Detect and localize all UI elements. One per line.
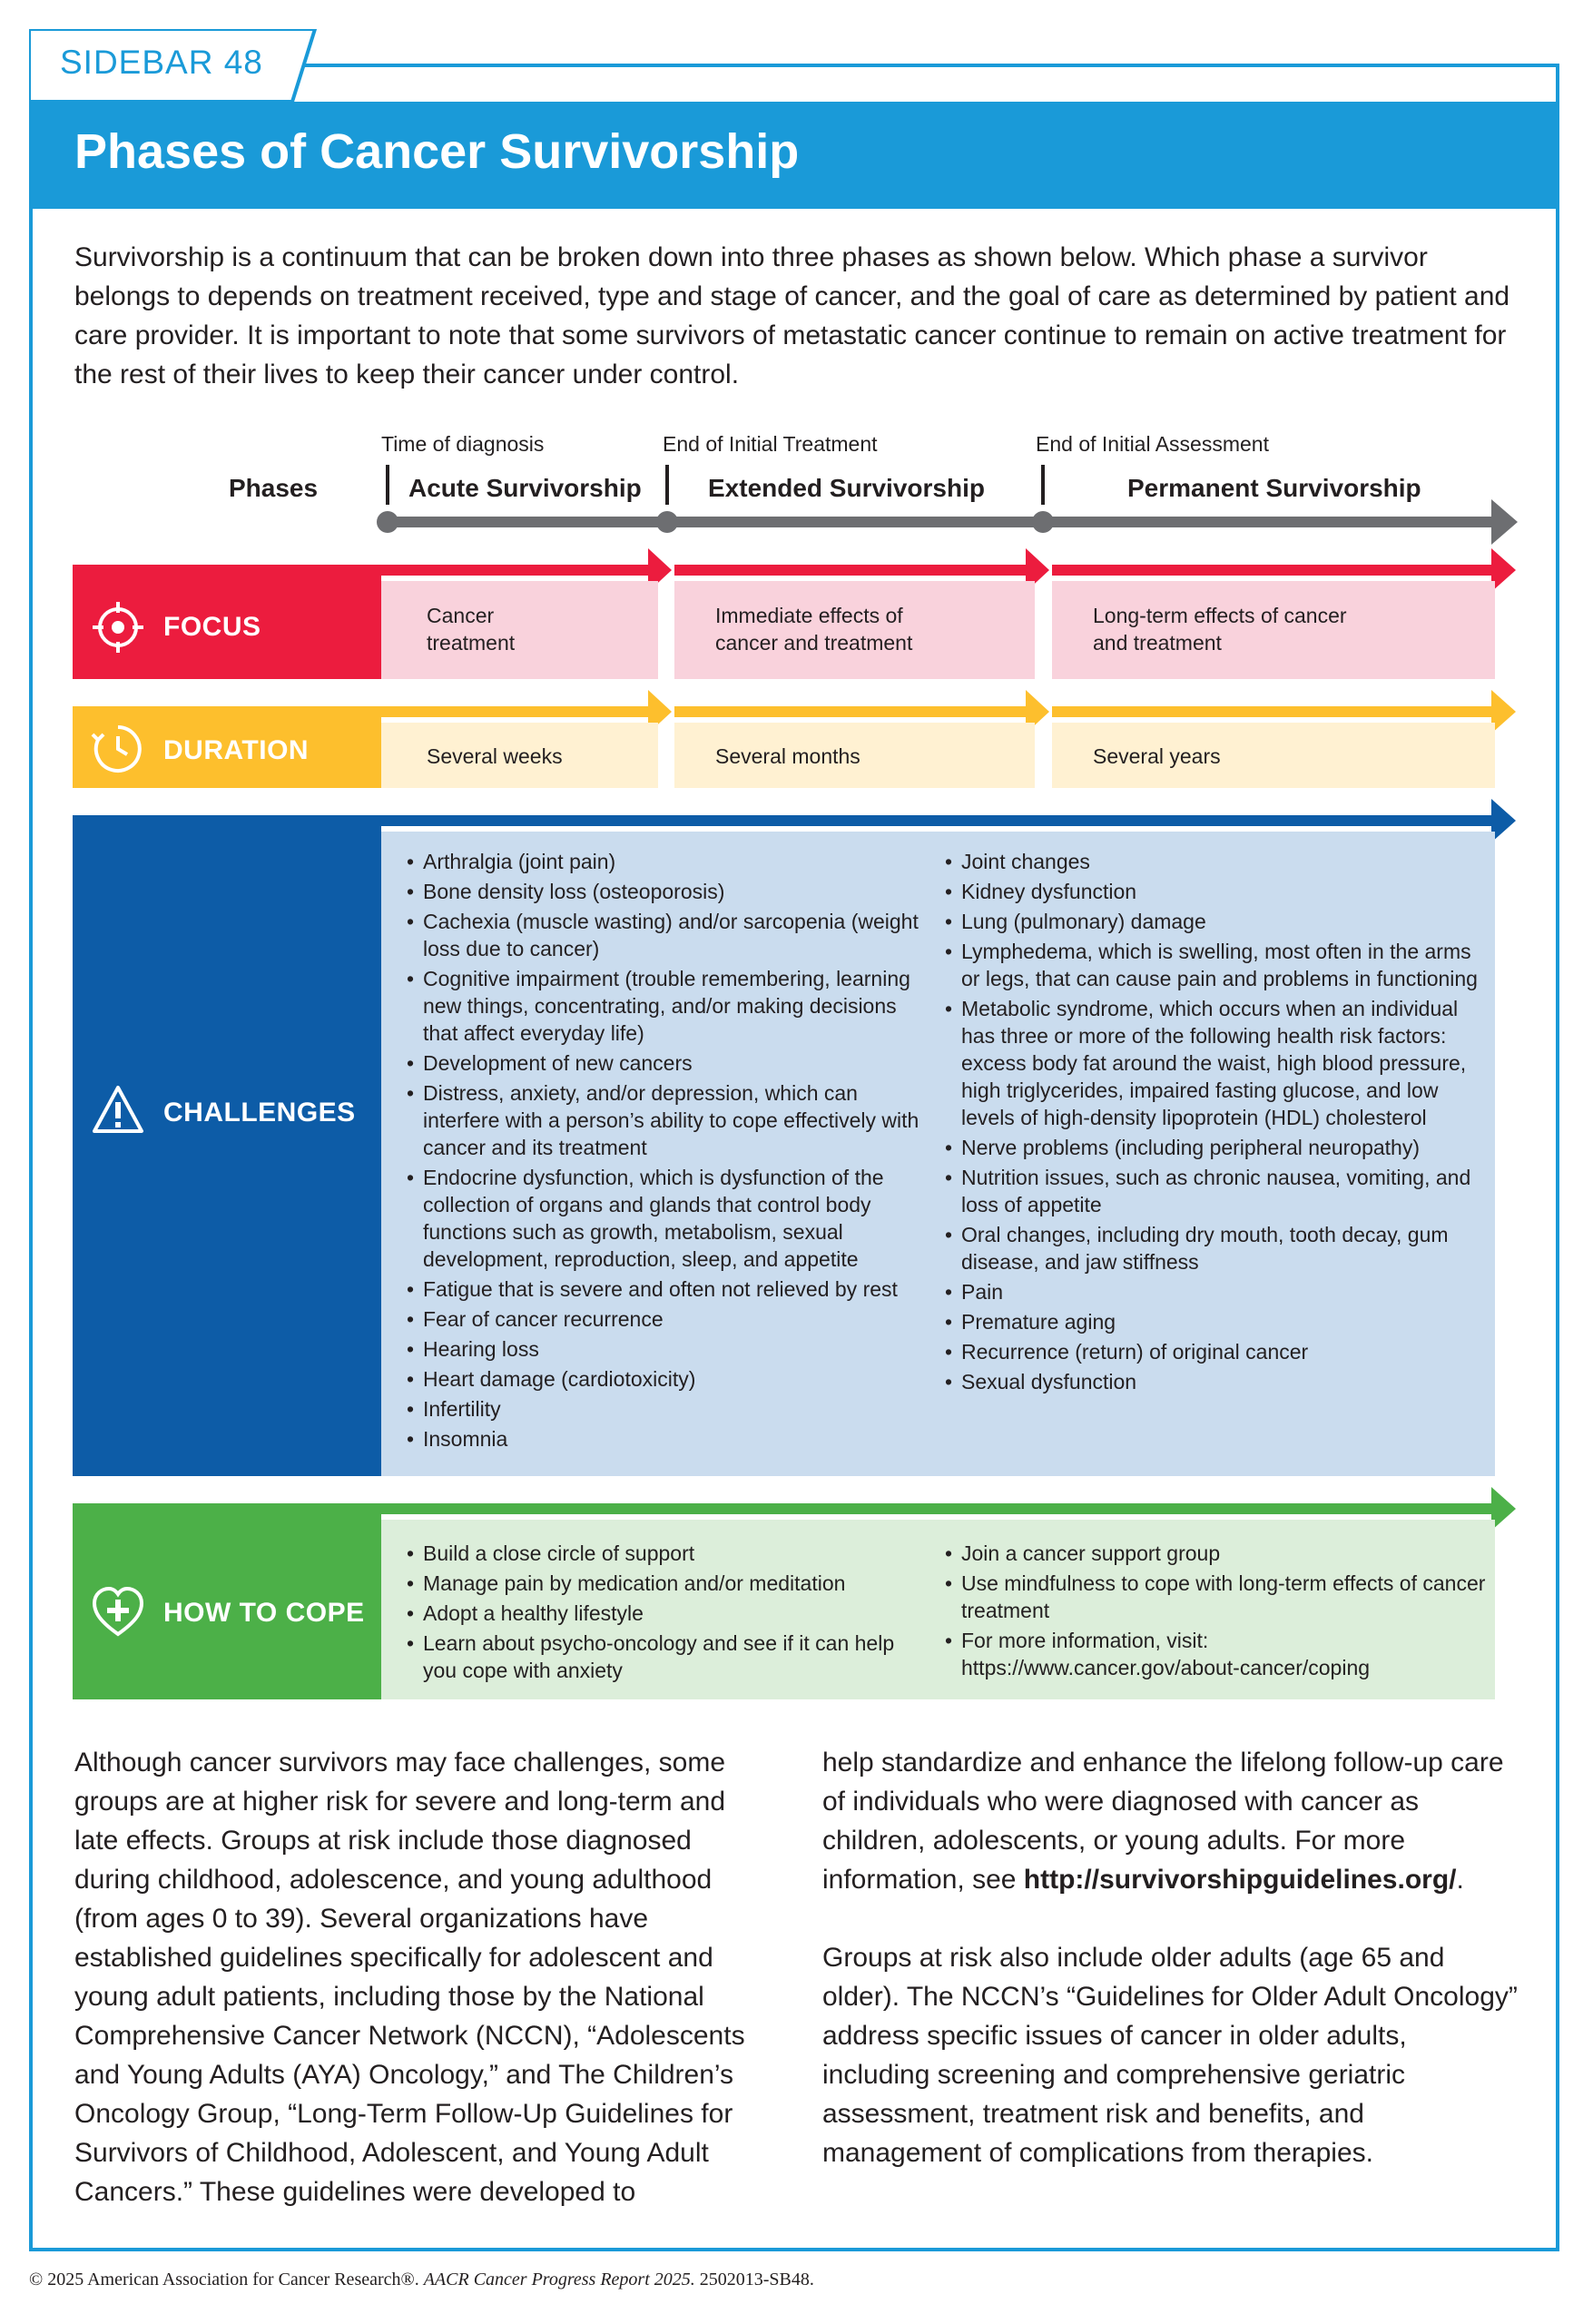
footer-suffix: 2502013-SB48. — [694, 2270, 814, 2290]
phase-acute: Acute Survivorship — [408, 474, 642, 502]
milestone-end-assessment: End of Initial Assessment — [1036, 432, 1269, 456]
cope-item: • Adopt a healthy lifestyle — [407, 1600, 924, 1627]
challenge-item: • Metabolic syndrome, which occurs when an individual has three or more of the following health risk factors: excess body fat around the waist, high blood pressure, high triglycerides, impaired fasting glucose, and low levels of high-density lipoprotein (HDL) cholesterol — [945, 995, 1490, 1131]
focus-extended: Immediate effects of cancer and treatment — [715, 604, 913, 655]
cope-item: • For more information, visit: https://www.cancer.gov/about-cancer/coping — [945, 1627, 1490, 1681]
cope-item: • Build a close circle of support — [407, 1540, 924, 1567]
body-text: help standardize and enhance the lifelong follow-up care of individuals who were diagnosed with cancer as children, adolescents, or young adults. For more information, see — [822, 1748, 1504, 1895]
challenges-list-right — [945, 848, 1490, 1398]
cope-item: • Use mindfulness to cope with long-term effects of cancer treatment — [945, 1570, 1490, 1624]
challenge-item: • Nerve problems (including peripheral neuropathy) — [945, 1134, 1490, 1161]
cope-list-left — [407, 1540, 924, 1687]
challenge-item: • Hearing loss — [407, 1335, 924, 1363]
challenge-item: • Development of new cancers — [407, 1049, 924, 1077]
milestone-diagnosis: Time of diagnosis — [381, 432, 545, 456]
challenge-item: • Fatigue that is severe and often not relieved by rest — [407, 1275, 924, 1303]
cope-item: • Join a cancer support group — [945, 1540, 1490, 1567]
cope-list-right — [945, 1540, 1490, 1684]
phase-permanent: Permanent Survivorship — [1127, 474, 1421, 502]
body-right-paragraph-2: Groups at risk also include older adults (age 65 and older). The NCCN’s “Guidelines for Older Adult Oncology” address specific issues of cancer in older adults, including screening and comprehensive geriatric assessment, treatment risk and benefits, and management of complications from therapies. — [822, 1943, 1518, 2168]
cope-label: HOW TO COPE — [163, 1598, 365, 1628]
timeline-dot — [656, 511, 678, 533]
warning-icon — [91, 1084, 145, 1138]
duration-label: DURATION — [163, 735, 310, 765]
body-left-paragraph: Although cancer survivors may face challenges, some groups are at higher risk for severe and long-term and late effects. Groups at risk include those diagnosed during childhood, adolescence, and young adulthood (from ages 0 to 39). Several organizations have established guidelines specifically for adolescent and young adult patients, including those by the National Comprehensive Cancer Network (NCCN), “Adolescents and Young Adults (AYA) Oncology,” and The Children’s Oncology Group, “Long-Term Follow-Up Guidelines for Survivors of Childhood, Adolescent, and Young Adult Cancers.” These guidelines were developed to — [74, 1748, 745, 2207]
footer-copyright — [29, 2270, 814, 2290]
cope-item: • Manage pain by medication and/or meditation — [407, 1570, 924, 1597]
challenge-item: • Pain — [945, 1278, 1490, 1305]
challenge-item: • Kidney dysfunction — [945, 878, 1490, 905]
heart-plus-icon — [91, 1585, 145, 1640]
challenges-list-left — [407, 848, 924, 1455]
intro-paragraph: Survivorship is a continuum that can be broken down into three phases as shown below. Which phase a survivor belongs to depends on treatment received, type and stage of cancer, and the goal of care as determined by patient and care provider. It is important to note that some survivors of metastatic cancer continue to remain on active treatment for the rest of their lives to keep their cancer under control. — [74, 242, 1510, 389]
timeline-bar — [388, 517, 1495, 527]
challenge-item: • Lung (pulmonary) damage — [945, 908, 1490, 935]
challenge-item: • Nutrition issues, such as chronic nausea, vomiting, and loss of appetite — [945, 1164, 1490, 1218]
focus-label: FOCUS — [163, 612, 261, 642]
challenge-item: • Cachexia (muscle wasting) and/or sarcopenia (weight loss due to cancer) — [407, 908, 924, 962]
timeline-dot — [377, 511, 398, 533]
focus-cell — [381, 581, 658, 679]
footer-prefix: © 2025 American Association for Cancer Research®. — [29, 2270, 424, 2290]
guidelines-link[interactable]: http://survivorshipguidelines.org/ — [1023, 1865, 1457, 1895]
milestone-end-treatment: End of Initial Treatment — [663, 432, 878, 456]
challenge-item: • Cognitive impairment (trouble remembering, learning new things, concentrating, and/or making decisions that affect everyday life) — [407, 965, 924, 1047]
phase-extended: Extended Survivorship — [708, 474, 985, 502]
challenge-item: • Distress, anxiety, and/or depression, which can interfere with a person’s ability to cope effectively with cancer and its treatment — [407, 1079, 924, 1161]
challenge-item: • Arthralgia (joint pain) — [407, 848, 924, 875]
challenge-item: • Sexual dysfunction — [945, 1368, 1490, 1395]
duration-acute: Several weeks — [427, 744, 563, 768]
page-title: Phases of Cancer Survivorship — [74, 124, 800, 179]
challenge-item: • Joint changes — [945, 848, 1490, 875]
challenge-item: • Heart damage (cardiotoxicity) — [407, 1365, 924, 1393]
challenge-item: • Lymphedema, which is swelling, most often in the arms or legs, that can cause pain and problems in functioning — [945, 938, 1490, 992]
challenge-item: • Fear of cancer recurrence — [407, 1305, 924, 1333]
timeline-dot — [1032, 511, 1054, 533]
target-icon — [91, 600, 145, 655]
body-text-end: . — [1456, 1865, 1464, 1895]
cope-item: • Learn about psycho-oncology and see if it can help you cope with anxiety — [407, 1630, 924, 1684]
focus-acute: Cancer treatment — [427, 604, 516, 655]
challenge-item: • Premature aging — [945, 1308, 1490, 1335]
sidebar-label: SIDEBAR 48 — [60, 44, 263, 81]
timeline-arrowhead — [1491, 499, 1518, 545]
challenges-label: CHALLENGES — [163, 1098, 356, 1128]
challenge-item: • Infertility — [407, 1395, 924, 1423]
challenge-item: • Bone density loss (osteoporosis) — [407, 878, 924, 905]
body-right-paragraph-1 — [822, 1743, 1521, 1899]
footer-report-title: AACR Cancer Progress Report 2025. — [423, 2270, 695, 2290]
challenge-item: • Endocrine dysfunction, which is dysfunction of the collection of organs and glands that control body functions such as growth, metabolism, sexual development, reproduction, sleep, and appetite — [407, 1164, 924, 1273]
focus-permanent: Long-term effects of cancer and treatment — [1093, 604, 1347, 655]
challenge-item: • Oral changes, including dry mouth, tooth decay, gum disease, and jaw stiffness — [945, 1221, 1490, 1275]
phases-label: Phases — [229, 474, 319, 502]
duration-permanent: Several years — [1093, 744, 1221, 768]
challenge-item: • Recurrence (return) of original cancer — [945, 1338, 1490, 1365]
challenge-item: • Insomnia — [407, 1425, 924, 1452]
challenges-label-band — [73, 815, 381, 1476]
clock-icon — [91, 722, 145, 776]
duration-extended: Several months — [715, 744, 860, 768]
